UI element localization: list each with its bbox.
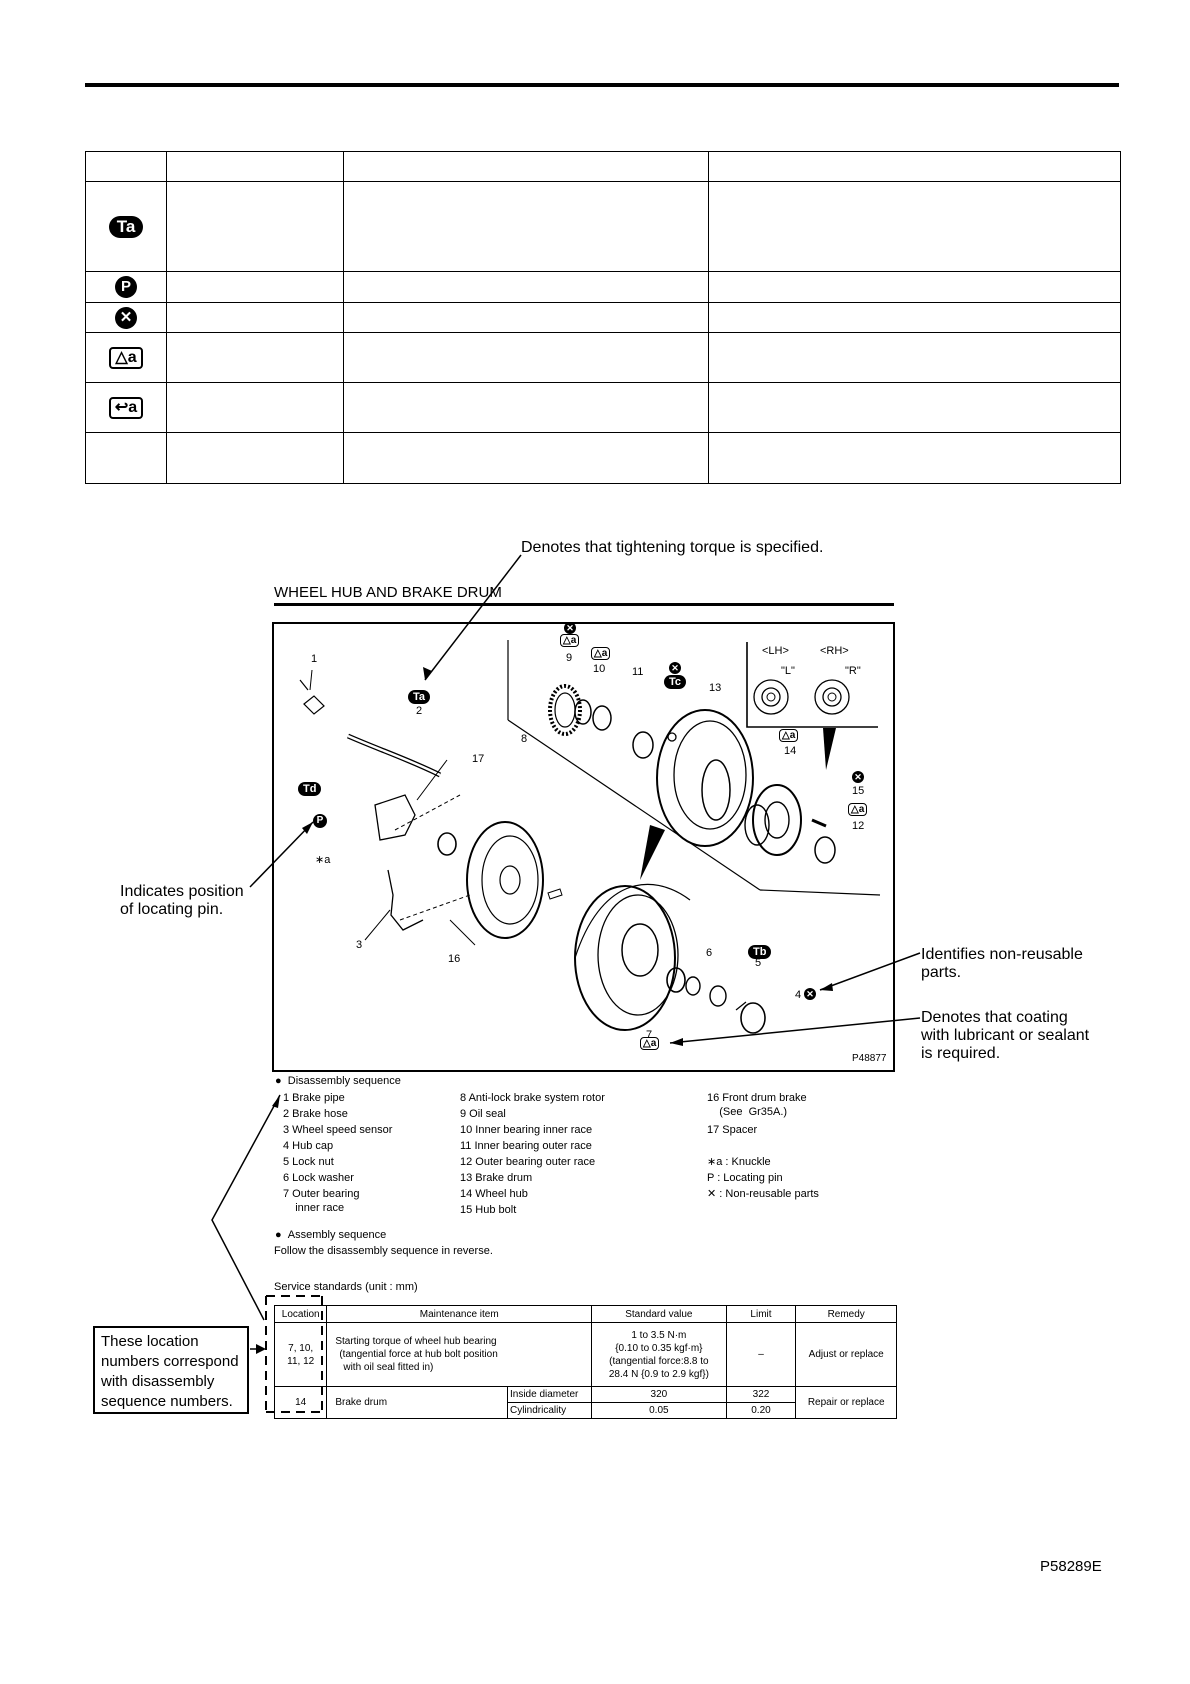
row2-lim1: 322 — [726, 1387, 796, 1403]
header-standard-value: Standard value — [592, 1306, 726, 1323]
lubricant-icon: △a — [560, 634, 579, 647]
non-reusable-icon: ✕ — [852, 771, 864, 783]
torque-td-badge: Td — [298, 782, 321, 796]
assembly-heading: ● Assembly sequence — [275, 1229, 387, 1241]
non-reusable-icon: ✕ — [115, 307, 137, 329]
torque-callout: Denotes that tightening torque is specified. — [521, 539, 824, 556]
r-mark: "R" — [845, 665, 861, 677]
tightening-torque-icon: Ta — [109, 216, 144, 238]
row1-remedy: Adjust or replace — [796, 1323, 897, 1387]
part-number-14: 14 — [784, 745, 797, 757]
header-location: Location — [275, 1306, 327, 1323]
assembly-text: Follow the disassembly sequence in reverse. — [274, 1245, 493, 1257]
row2-location: 14 — [275, 1387, 327, 1419]
torque-ta-badge: Ta — [408, 690, 430, 704]
location-note-box: These location numbers correspond with disassembly sequence numbers. — [93, 1326, 249, 1414]
coating-callout-2: with lubricant or sealant — [921, 1027, 1090, 1044]
non-reusable-icon: ✕ — [804, 988, 816, 1000]
locating-pin-callout-2: of locating pin. — [120, 901, 224, 918]
lubricant-icon: △a — [848, 803, 867, 816]
part-number-4: 4 — [795, 989, 802, 1001]
service-standards-caption: Service standards (unit : mm) — [274, 1281, 418, 1293]
non-reusable-icon: ✕ — [564, 622, 576, 634]
locating-pin-icon: P — [313, 814, 327, 828]
disassembly-col-1: 1 Brake pipe 2 Brake hose 3 Wheel speed sensor 4 Hub cap 5 Lock nut 6 Lock washer 7 Outer bearing inner race — [283, 1092, 393, 1214]
part-number-3: 3 — [356, 939, 363, 951]
locating-pin-callout-1: Indicates position — [120, 883, 244, 900]
row2-sub2: Cylindricality — [507, 1403, 591, 1419]
part-number-15: 15 — [852, 785, 865, 797]
page-code: P58289E — [1040, 1558, 1102, 1575]
part-number-12: 12 — [852, 820, 865, 832]
row2-std1: 320 — [592, 1387, 726, 1403]
part-number-16: 16 — [448, 953, 461, 965]
figure-title: WHEEL HUB AND BRAKE DRUM — [274, 584, 502, 601]
lubricant-icon: △a — [591, 647, 610, 660]
locating-pin-icon: P — [115, 276, 137, 298]
rh-label: <RH> — [820, 645, 849, 657]
row2-sub1: Inside diameter — [507, 1387, 591, 1403]
part-number-7: 7 — [646, 1029, 653, 1041]
row1-item: Starting torque of wheel hub bearing (tangential force at hub bolt position with oil seal fitted in) — [327, 1323, 592, 1387]
non-reusable-icon: ✕ — [669, 662, 681, 674]
header-limit: Limit — [726, 1306, 796, 1323]
part-number-17: 17 — [472, 753, 485, 765]
row1-limit: – — [726, 1323, 796, 1387]
header-maintenance-item: Maintenance item — [327, 1306, 592, 1323]
knuckle-mark: ∗a — [315, 854, 331, 866]
part-number-2: 2 — [416, 705, 423, 717]
header-remedy: Remedy — [796, 1306, 897, 1323]
non-reusable-callout-1: Identifies non-reusable — [921, 946, 1083, 963]
part-number-8: 8 — [521, 733, 528, 745]
row2-std2: 0.05 — [592, 1403, 726, 1419]
service-standards-table — [274, 1305, 897, 1419]
row2-item: Brake drum — [327, 1387, 508, 1419]
part-number-11: 11 — [632, 666, 644, 678]
torque-tc-badge: Tc — [664, 675, 686, 689]
coating-callout-1: Denotes that coating — [921, 1009, 1068, 1026]
disassembly-col-2: 8 Anti-lock brake system rotor 9 Oil seal 10 Inner bearing inner race 11 Inner bearing outer race 12 Outer bearing outer race 13 Brake drum 14 Wheel hub 15 Hub bolt — [460, 1092, 605, 1216]
coating-callout-3: is required. — [921, 1045, 1001, 1062]
disassembly-col-3: 16 Front drum brake (See Gr35A.) 17 Spacer ∗a : Knuckle P : Locating pin ✕ : Non-reusable parts — [707, 1092, 819, 1200]
part-number-13: 13 — [709, 682, 722, 694]
torque-tb-badge: Tb — [748, 945, 771, 959]
l-mark: "L" — [781, 665, 795, 677]
row2-remedy: Repair or replace — [796, 1387, 897, 1419]
part-number-5: 5 — [755, 957, 762, 969]
lubricant-icon: △a — [779, 729, 798, 742]
row2-lim2: 0.20 — [726, 1403, 796, 1419]
lubricant-icon: △a — [640, 1037, 659, 1050]
part-number-6: 6 — [706, 947, 713, 959]
disassembly-heading: ● Disassembly sequence — [275, 1075, 401, 1087]
part-number-9: 9 — [566, 652, 573, 664]
lh-label: <LH> — [762, 645, 789, 657]
non-reusable-callout-2: parts. — [921, 964, 962, 981]
lubricant-icon: △a — [109, 347, 142, 369]
part-number-10: 10 — [593, 663, 606, 675]
sealant-icon: ↩a — [109, 397, 143, 419]
row1-location: 7, 10, 11, 12 — [275, 1323, 327, 1387]
part-number-1: 1 — [311, 653, 318, 665]
row1-standard: 1 to 3.5 N·m {0.10 to 0.35 kgf·m} (tangential force:8.8 to 28.4 N {0.9 to 2.9 kgf}) — [592, 1323, 726, 1387]
figure-code: P48877 — [852, 1053, 887, 1064]
